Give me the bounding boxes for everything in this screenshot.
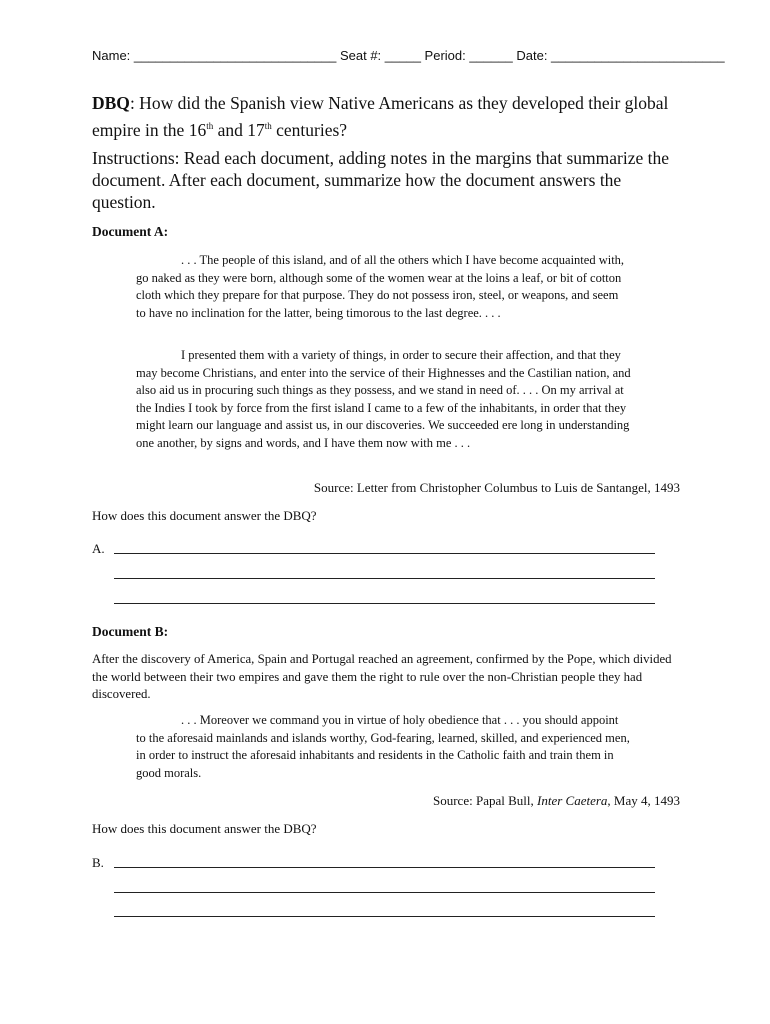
- document-a-answer-line-1[interactable]: [114, 553, 655, 554]
- document-b-answer-line-2[interactable]: [114, 892, 655, 893]
- document-a-paragraph-1-text: . . . The people of this island, and of all the others which I have become acquainted with, go naked as they were born, although some of the women wear at the loins a leaf, or bit of cotton cloth which they prepare for that purpose. They do not possess iron, steel, or weapons, and seem to have no inclination for the latter, being timorous to the last degree. . . .: [136, 253, 625, 320]
- seat-field[interactable]: _____: [384, 48, 421, 63]
- document-b-source: [433, 793, 680, 809]
- seat-label: Seat #:: [336, 48, 385, 63]
- document-b-answer-label: B.: [92, 855, 104, 870]
- document-a-heading: Document A:: [92, 224, 169, 239]
- document-b-heading: Document B:: [92, 624, 169, 639]
- dbq-superscript-2: th: [264, 121, 272, 131]
- dbq-text-part3: centuries?: [271, 119, 348, 140]
- document-a-paragraph-2-text: I presented them with a variety of things, in order to secure their affection, and that they may become Christians, and enter into the service of their Highnesses and the Castilian nation, and also aid us in procuring such things as they possess, and we stand in need of. . . . On my arrival at the Indies I took by force from the first island I came to a few of the inhabitants, in order that they might learn our language and assist us, in our discoveries. We succeeded ere long in understanding one another, by signs and words, and I have them now with me . . .: [136, 348, 631, 450]
- period-field[interactable]: ______: [469, 48, 513, 63]
- document-a-answer-label: A.: [92, 541, 105, 556]
- document-a-paragraph-1: [136, 252, 631, 322]
- document-b-source-prefix: Source: Papal Bull,: [433, 793, 537, 808]
- period-label: Period:: [420, 48, 470, 63]
- instructions: Instructions: Read each document, adding notes in the margins that summarize the document. After each document, summarize how the document answers the question.: [92, 148, 670, 212]
- name-field[interactable]: ____________________________: [133, 48, 337, 63]
- document-b-intro: After the discovery of America, Spain and Portugal reached an agreement, confirmed by the Pope, which divided the world between their two empires and gave them the right to rule over the non-Christian people they had discovered.: [92, 652, 672, 701]
- document-b-question: How does this document answer the DBQ?: [92, 821, 317, 836]
- dbq-text-part1: : How did the Spanish view Native Americans as they developed their global empire in the 16: [92, 93, 669, 140]
- dbq-question: [92, 92, 682, 142]
- dbq-text-part2: and 17: [213, 119, 265, 140]
- document-b-source-suffix: , May 4, 1493: [607, 793, 680, 808]
- document-b-paragraph-text: . . . Moreover we command you in virtue of holy obedience that . . . you should appoint to the aforesaid mainlands and islands worthy, God-fearing, learned, skilled, and experienced men, in order to instruct the aforesaid inhabitants and residents in the Catholic faith and train them in good morals.: [136, 713, 630, 780]
- student-info-header: [92, 48, 725, 63]
- date-field[interactable]: ________________________: [551, 48, 725, 63]
- name-label: Name:: [92, 48, 134, 63]
- document-b-answer-line-3[interactable]: [114, 916, 655, 917]
- dbq-label: DBQ: [92, 93, 130, 113]
- document-b-paragraph: [136, 712, 631, 782]
- document-a-source: Source: Letter from Christopher Columbus to Luis de Santangel, 1493: [313, 480, 680, 495]
- document-b-source-title: Inter Caetera: [537, 793, 608, 808]
- document-a-answer-line-3[interactable]: [114, 603, 655, 604]
- document-a-paragraph-2: [136, 347, 631, 453]
- dbq-superscript-1: th: [206, 121, 214, 131]
- document-a-answer-line-2[interactable]: [114, 578, 655, 579]
- document-b-answer-line-1[interactable]: [114, 867, 655, 868]
- date-label: Date:: [512, 48, 552, 63]
- document-a-question: How does this document answer the DBQ?: [92, 508, 317, 523]
